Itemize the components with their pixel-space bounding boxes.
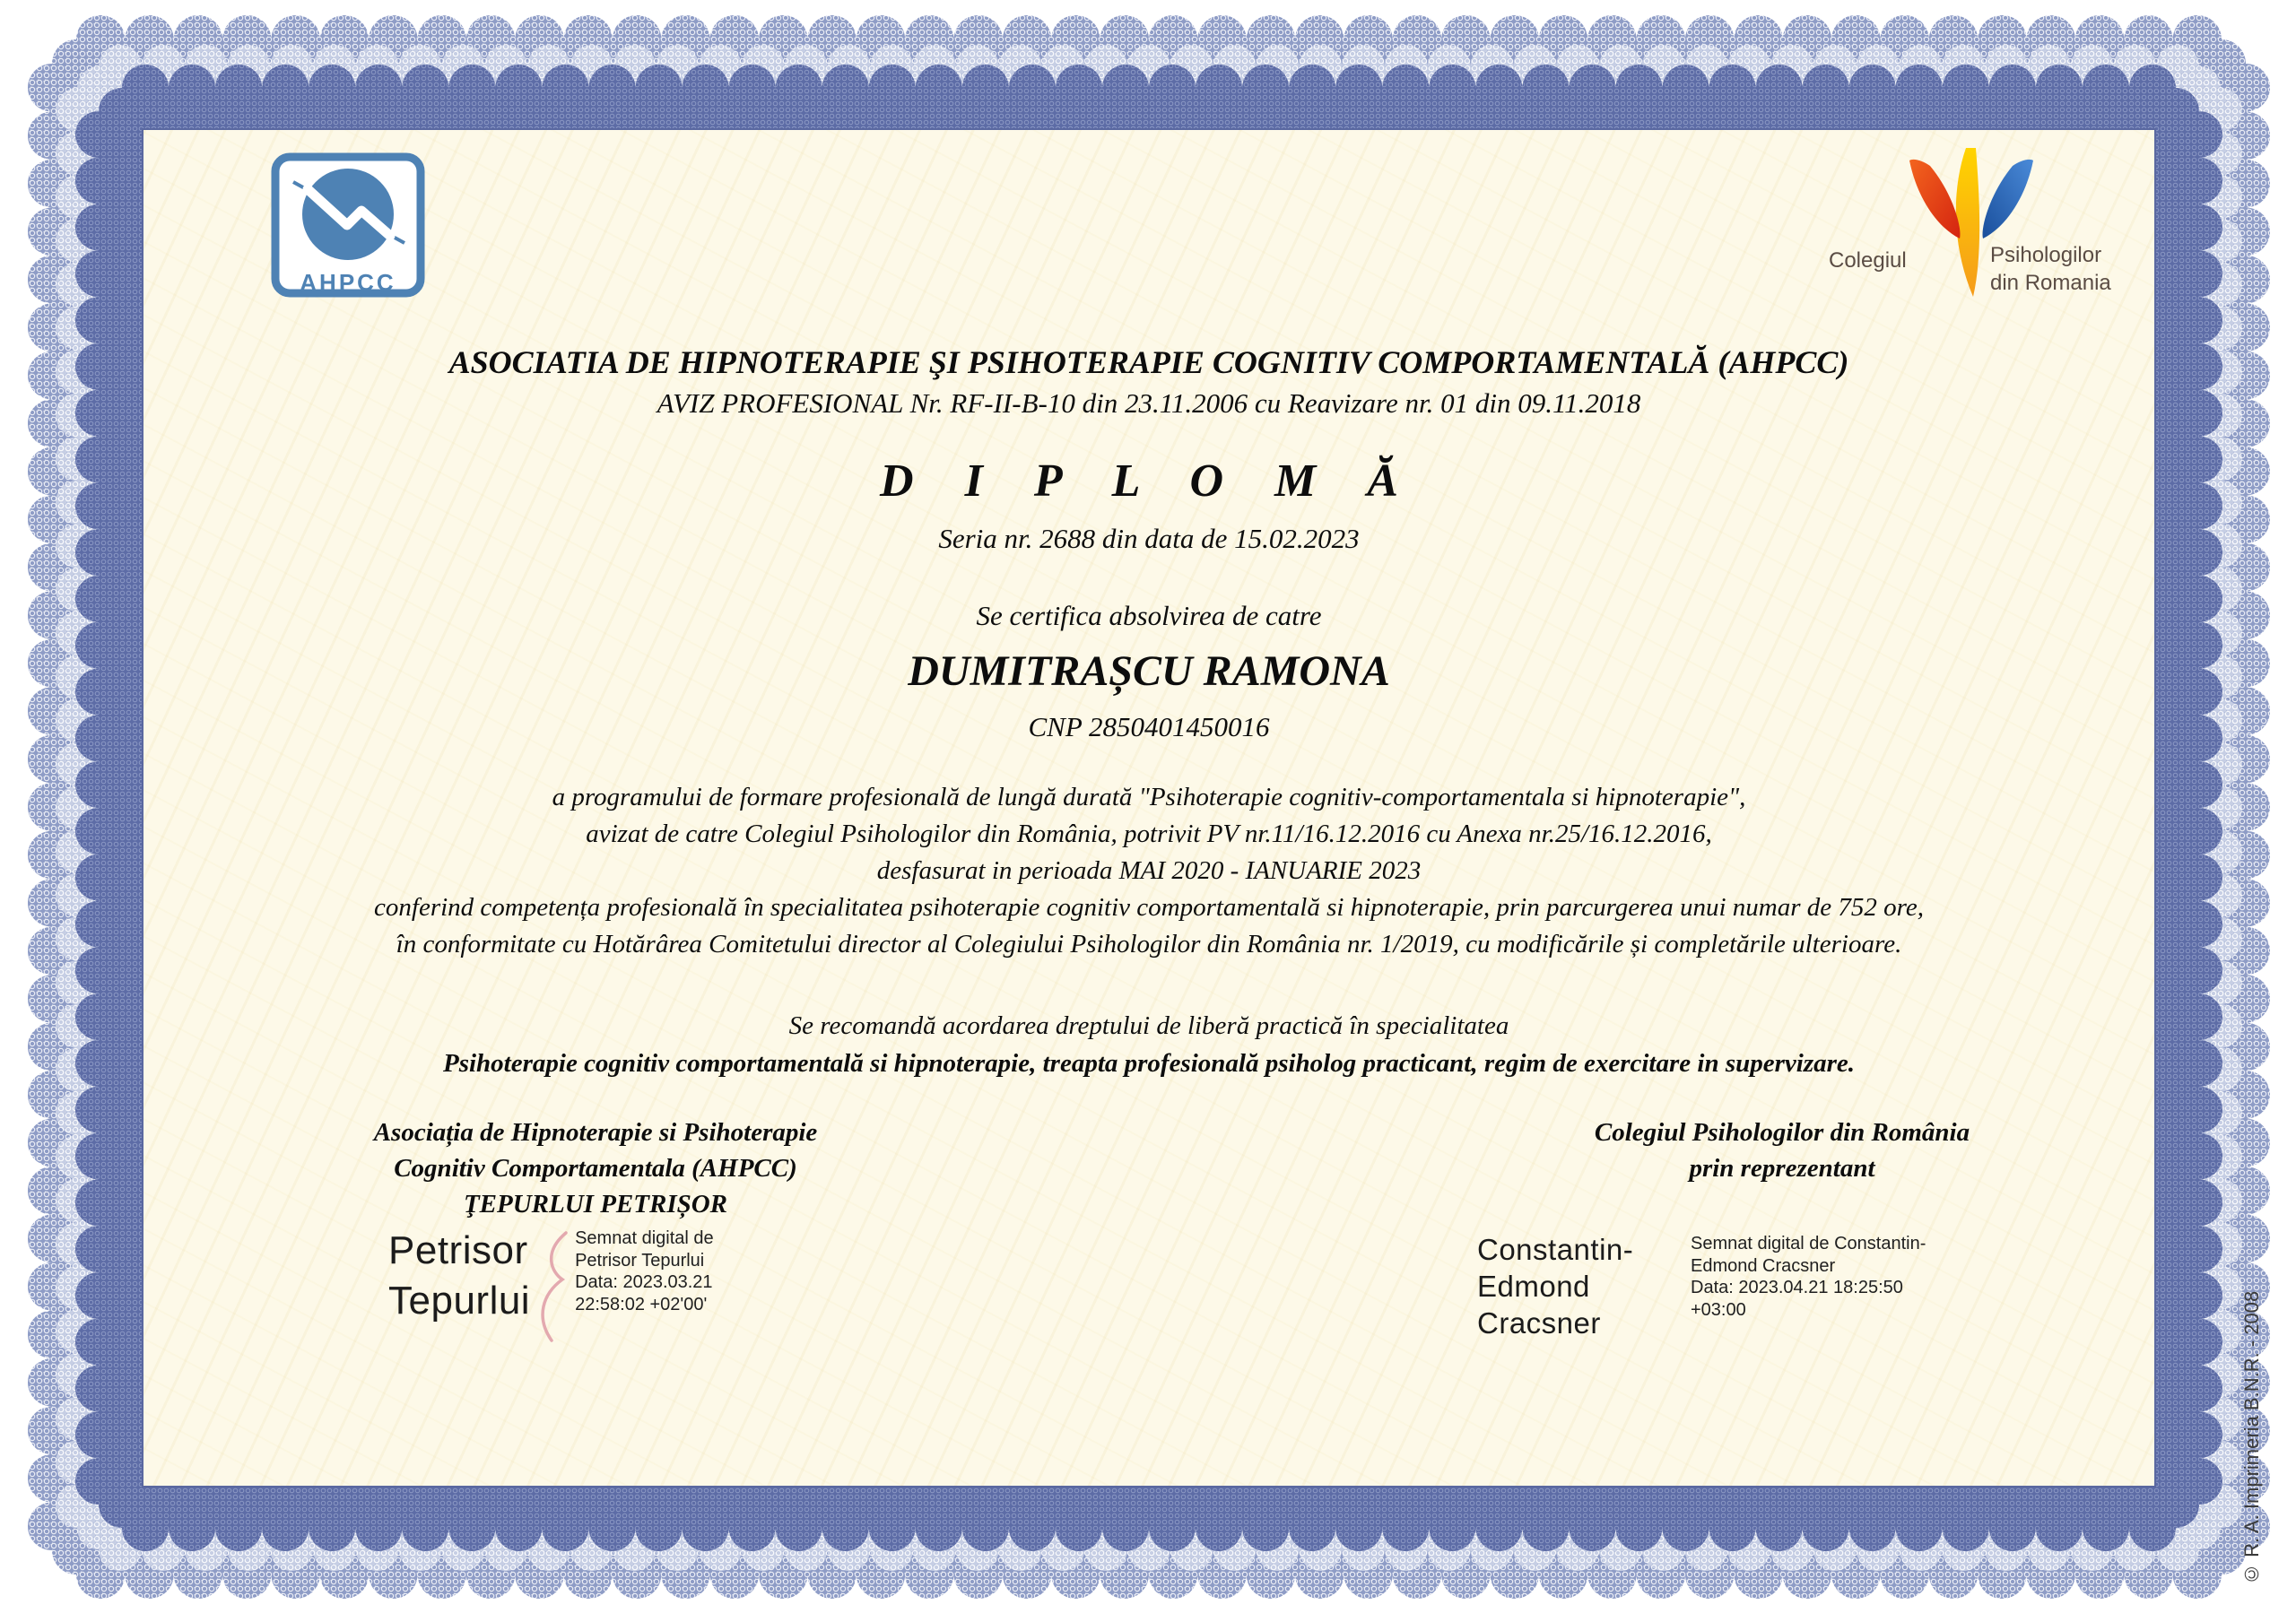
association-title: ASOCIATIA DE HIPNOTERAPIE ŞI PSIHOTERAPIE COGNITIV COMPORTAMENTALĂ (AHPCC) (448, 344, 1849, 380)
body-line-5: în conformitate cu Hotărârea Comitetului director al Colegiului Psihologilor din România nr. 1/2019, cu modificările și completările ulterioare. (396, 930, 1902, 958)
cpr-logo-label-left: Colegiul (1829, 248, 1907, 273)
body-line-1: a programului de formare profesională de lungă durată "Psihoterapie cognitiv-comportamentala si hipnoterapie", (552, 783, 1746, 811)
professional-approval-line: AVIZ PROFESIONAL Nr. RF-II-B-10 din 23.11.2006 cu Reavizare nr. 01 din 09.11.2018 (657, 387, 1641, 419)
left-org-line-1: Asociația de Hipnoterapie si Psihoterapie (373, 1118, 818, 1147)
body-line-2: avizat de catre Colegiul Psihologilor din România, potrivit PV nr.11/16.12.2016 cu Anexa nr.25/16.12.2016, (586, 820, 1712, 848)
printer-copyright: © R. A. Imprimeria B.N.R. - 2008 (2240, 1290, 2263, 1585)
recommendation-specialty: Psihoterapie cognitiv comportamentală si hipnoterapie, treapta profesională psiholog practicant, regim de exercitare in supervizare. (442, 1049, 1856, 1078)
right-signer-name-line2: Edmond Cracsner (1477, 1270, 1601, 1340)
left-org-line-3: ŢEPURLUI PETRIȘOR (463, 1190, 728, 1219)
cpr-logo-label-right1: Psihologilor (1990, 243, 2102, 267)
left-org-line-2: Cognitiv Comportamentala (AHPCC) (394, 1154, 797, 1183)
certify-intro: Se certifica absolvirea de catre (976, 600, 1322, 631)
diploma-series: Seria nr. 2688 din data de 15.02.2023 (938, 523, 1360, 554)
cpr-logo (1827, 143, 2111, 304)
body-line-4: conferind competența profesională în specialitatea psihoterapie cognitiv comportamentală si hipnoterapie, prin parcurgerea unui numar de 752 ore, (374, 893, 1924, 922)
left-signature-details (575, 1226, 714, 1315)
right-sig-detail-4: +03:00 (1691, 1299, 1746, 1320)
right-org-line-2: prin reprezentant (1689, 1154, 1875, 1183)
left-signer-name-line2: Tepurlui (388, 1279, 531, 1323)
right-signature-details (1691, 1231, 1926, 1321)
right-digital-signature (1477, 1231, 1926, 1341)
ahpcc-logo-label: AHPCC (300, 269, 396, 296)
right-signer-name-line1: Constantin- (1477, 1233, 1634, 1266)
left-signer-name-line1: Petrisor (388, 1228, 528, 1272)
signature-flourish-icon (532, 1229, 573, 1344)
right-sig-detail-1: Semnat digital de Constantin- (1691, 1234, 1926, 1253)
right-org-line-1: Colegiul Psihologilor din România (1594, 1118, 1970, 1147)
recipient-cnp: CNP 2850401450016 (1028, 711, 1270, 742)
certificate-paper (142, 128, 2156, 1488)
cpr-logo-label-right2: din Romania (1990, 271, 2111, 295)
left-sig-detail-1: Semnat digital de (575, 1228, 714, 1248)
left-digital-signature (388, 1226, 714, 1344)
diploma-title: D I P L O M Ă (880, 455, 1418, 507)
left-sig-detail-2: Petrisor Tepurlui (575, 1250, 705, 1271)
left-org-block (237, 1115, 954, 1222)
left-signer-name (388, 1226, 530, 1326)
right-sig-detail-2: Edmond Cracsner (1691, 1255, 1836, 1276)
left-sig-detail-3: Data: 2023.03.21 (575, 1272, 713, 1292)
left-sig-detail-4: 22:58:02 +02'00' (575, 1294, 708, 1314)
recipient-name: DUMITRAȘCU RAMONA (908, 647, 1390, 695)
right-sig-detail-3: Data: 2023.04.21 18:25:50 (1691, 1278, 1903, 1297)
recommendation-intro: Se recomandă acordarea dreptului de liberă practică în specialitatea (788, 1011, 1509, 1040)
ahpcc-logo (266, 150, 430, 311)
right-signer-name (1477, 1231, 1682, 1341)
right-org-block (1423, 1115, 2141, 1186)
body-line-3: desfasurat in perioada MAI 2020 - IANUARIE 2023 (876, 856, 1422, 885)
